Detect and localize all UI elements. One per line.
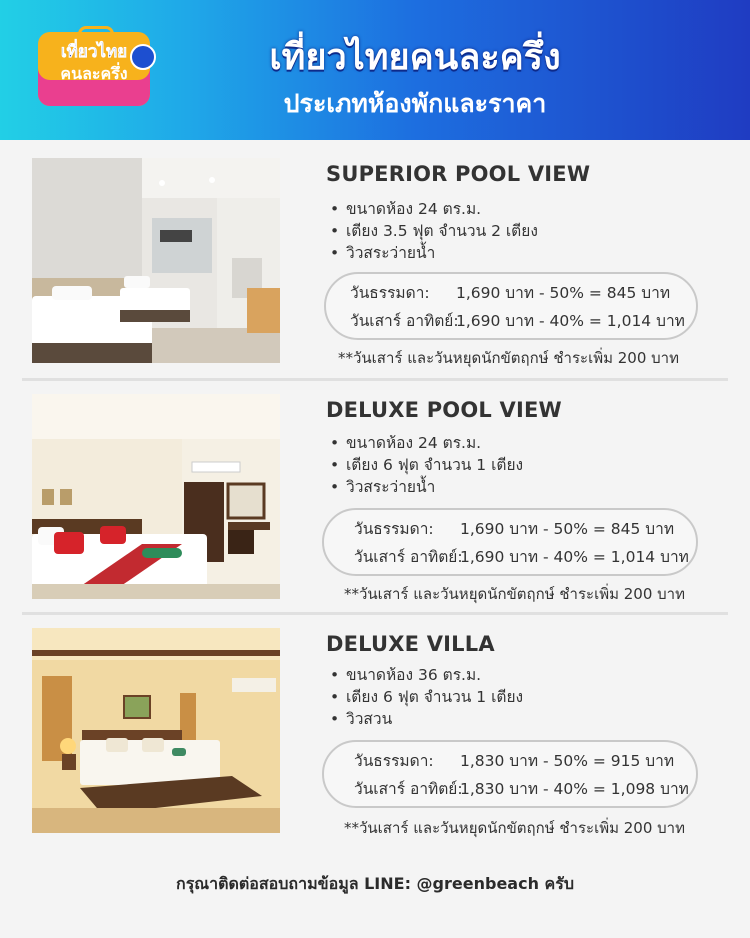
- logo-text-line1: เที่ยวไทย: [60, 42, 128, 62]
- weekend-price-row: [354, 776, 689, 801]
- weekday-price: 1,830 บาท - 50% = 915 บาท: [460, 752, 675, 770]
- weekend-label: วันเสาร์ อาทิตย์:: [354, 548, 463, 566]
- weekday-label: วันธรรมดา:: [354, 520, 434, 538]
- campaign-logo: [38, 26, 154, 108]
- surcharge-note: **วันเสาร์ และวันหยุดนักขัตฤกษ์ ชำระเพิ่ม 200 บาท: [338, 349, 679, 367]
- feature-bed: • เตียง 6 ฟุต จำนวน 1 เตียง: [330, 454, 523, 476]
- price-box: [322, 508, 698, 576]
- room-name: DELUXE VILLA: [326, 632, 495, 656]
- feature-size: • ขนาดห้อง 24 ตร.ม.: [330, 432, 523, 454]
- contact-footer: กรุณาติดต่อสอบถามข้อมูล LINE: @greenbeach ครับ: [176, 874, 574, 893]
- feature-bed: • เตียง 3.5 ฟุต จำนวน 2 เตียง: [330, 220, 538, 242]
- section-divider: [22, 378, 728, 381]
- room-name: DELUXE POOL VIEW: [326, 398, 562, 422]
- weekday-price-row: [354, 516, 674, 541]
- feature-view: • วิวสระว่ายน้ำ: [330, 242, 538, 264]
- price-box: [322, 740, 698, 808]
- weekday-price-row: [354, 748, 674, 773]
- room-features: [330, 664, 523, 730]
- weekend-price: 1,830 บาท - 40% = 1,098 บาท: [460, 780, 689, 798]
- weekend-label: วันเสาร์ อาทิตย์:: [354, 780, 463, 798]
- logo-text-line2: คนละครึ่ง: [60, 64, 128, 83]
- feature-bed: • เตียง 6 ฟุต จำนวน 1 เตียง: [330, 686, 523, 708]
- weekday-price: 1,690 บาท - 50% = 845 บาท: [460, 520, 675, 538]
- room-photo-deluxe-villa: [32, 628, 280, 833]
- room-name: SUPERIOR POOL VIEW: [326, 162, 591, 186]
- weekend-price-row: [354, 544, 689, 569]
- feature-view: • วิวสระว่ายน้ำ: [330, 476, 523, 498]
- surcharge-note: **วันเสาร์ และวันหยุดนักขัตฤกษ์ ชำระเพิ่ม 200 บาท: [344, 585, 685, 603]
- page-subtitle: ประเภทห้องพักและราคา: [283, 89, 547, 118]
- weekend-price-row: [350, 308, 685, 333]
- price-box: [324, 272, 698, 340]
- weekend-price: 1,690 บาท - 40% = 1,014 บาท: [460, 548, 689, 566]
- header-banner: [0, 0, 750, 140]
- weekday-label: วันธรรมดา:: [354, 752, 434, 770]
- weekend-label: วันเสาร์ อาทิตย์:: [350, 312, 459, 330]
- room-features: [330, 198, 538, 264]
- feature-size: • ขนาดห้อง 36 ตร.ม.: [330, 664, 523, 686]
- weekday-price-row: [350, 280, 670, 305]
- room-features: [330, 432, 523, 498]
- weekday-price: 1,690 บาท - 50% = 845 บาท: [456, 284, 671, 302]
- room-photo-superior: [32, 158, 280, 363]
- feature-view: • วิวสวน: [330, 708, 523, 730]
- section-divider: [22, 612, 728, 615]
- room-photo-deluxe-pool: [32, 394, 280, 599]
- weekend-price: 1,690 บาท - 40% = 1,014 บาท: [456, 312, 685, 330]
- surcharge-note: **วันเสาร์ และวันหยุดนักขัตฤกษ์ ชำระเพิ่ม 200 บาท: [344, 819, 685, 837]
- weekday-label: วันธรรมดา:: [350, 284, 430, 302]
- page-title: เที่ยวไทยคนละครึ่ง: [269, 37, 561, 78]
- feature-size: • ขนาดห้อง 24 ตร.ม.: [330, 198, 538, 220]
